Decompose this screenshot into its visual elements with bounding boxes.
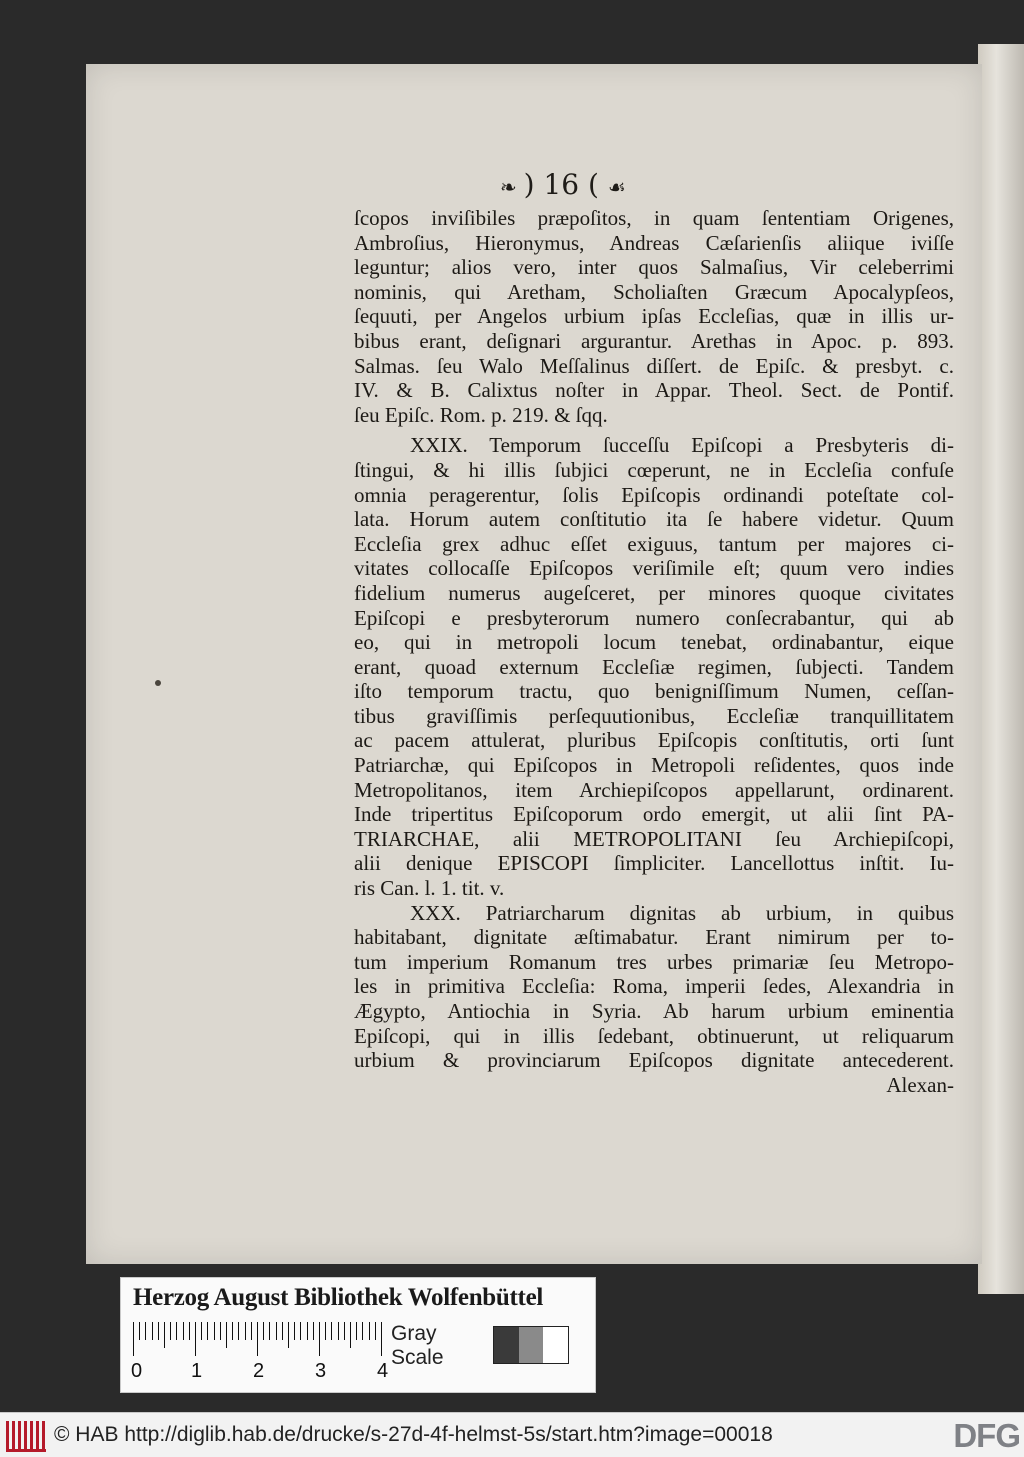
text-line: iſto temporum tractu, quo benigniſſimum Numen, ceſſan- bbox=[354, 679, 954, 704]
ruler-tick bbox=[195, 1322, 196, 1356]
ruler-tick bbox=[189, 1322, 190, 1340]
ornament-left-icon: ❧ bbox=[500, 175, 515, 199]
hab-logo-icon bbox=[6, 1421, 46, 1452]
ruler-tick bbox=[238, 1322, 239, 1340]
text-line: urbium & provinciarum Epiſcopos dignitate antecederent. bbox=[354, 1048, 954, 1073]
ruler-tick bbox=[164, 1322, 165, 1348]
gray-scale-label: Gray Scale bbox=[391, 1322, 444, 1369]
ruler-tick bbox=[257, 1322, 258, 1356]
next-page-edge bbox=[978, 44, 1024, 1294]
gray-swatch bbox=[543, 1327, 568, 1363]
text-line: les in primitiva Eccleſia: Roma, imperii ſedes, Alexandria in bbox=[354, 974, 954, 999]
text-line: tum imperium Romanum tres urbes primariæ ſeu Metropo- bbox=[354, 949, 954, 974]
ruler-number: 3 bbox=[315, 1360, 327, 1382]
ruler-tick bbox=[282, 1322, 283, 1340]
ruler-tick bbox=[220, 1322, 221, 1340]
ruler-tick bbox=[245, 1322, 246, 1340]
ruler-tick bbox=[331, 1322, 332, 1340]
color-calibration-card bbox=[120, 1277, 596, 1393]
ruler-tick bbox=[313, 1322, 314, 1340]
margin-mark bbox=[155, 680, 161, 686]
ruler-tick bbox=[294, 1322, 295, 1340]
ruler-tick bbox=[362, 1322, 363, 1340]
text-line: omnia peragerentur, ſolis Epiſcopis ordinandi poteſtate col- bbox=[354, 482, 954, 507]
ruler-tick bbox=[152, 1322, 153, 1340]
ruler-tick bbox=[344, 1322, 345, 1340]
text-line: Ambroſius, Hieronymus, Andreas Cæſarienſis aliique iviſſe bbox=[354, 230, 954, 255]
text-line: Eccleſia grex adhuc eſſet exiguus, tantum per majores ci- bbox=[354, 531, 954, 556]
text-line: Epiſcopi, qui in illis ſedebant, obtinuerunt, ut reliquarum bbox=[354, 1023, 954, 1048]
text-line: alii denique EPISCOPI ſimpliciter. Lancellottus inſtit. Iu- bbox=[354, 851, 954, 876]
ruler-tick bbox=[145, 1322, 146, 1340]
ruler-scale bbox=[133, 1322, 395, 1356]
text-line: Inde tripertitus Epiſcoporum ordo emergit, ut alii ſint PA- bbox=[354, 802, 954, 827]
text-line: ac pacem attulerat, pluribus Epiſcopis conſtitutis, orti ſunt bbox=[354, 728, 954, 753]
text-line: Salmas. ſeu Walo Meſſalinus diſſert. de Epiſc. & presbyt. c. bbox=[354, 353, 954, 378]
text-line: bibus erant, deſignari argurantur. Arethas in Apoc. p. 893. bbox=[354, 328, 954, 353]
ruler-tick bbox=[300, 1322, 301, 1340]
text-line: eo, qui in metropoli locum tenebat, ordinabantur, eique bbox=[354, 630, 954, 655]
text-line: habitabant, dignitate æſtimabatur. Erant nimirum per to- bbox=[354, 925, 954, 950]
page-header bbox=[500, 168, 760, 201]
ruler-number: 2 bbox=[253, 1360, 265, 1382]
ruler-tick bbox=[201, 1322, 202, 1340]
text-line: fidelium numerus augeſceret, per minores quoque civitates bbox=[354, 580, 954, 605]
text-line: ſcopos inviſibiles præpoſitos, in quam ſententiam Origenes, bbox=[354, 206, 954, 230]
ruler-tick bbox=[176, 1322, 177, 1340]
ruler-number: 4 bbox=[377, 1360, 389, 1382]
ornament-right-icon: ☙ bbox=[607, 175, 624, 199]
text-line: ſtingui, & hi illis ſubjici cœperunt, ne in Eccleſia confuſe bbox=[354, 457, 954, 482]
text-line: erant, quoad externum Eccleſiæ regimen, ſubjecti. Tandem bbox=[354, 654, 954, 679]
ruler-tick bbox=[158, 1322, 159, 1340]
text-line: Patriarchæ, qui Epiſcopos in Metropoli reſidentes, quos inde bbox=[354, 753, 954, 778]
gray-swatches bbox=[493, 1326, 569, 1364]
ruler-tick bbox=[356, 1322, 357, 1340]
gray-swatch bbox=[494, 1327, 519, 1363]
page-number: ) 16 ( bbox=[523, 168, 599, 201]
ruler-tick bbox=[338, 1322, 339, 1340]
ruler-tick bbox=[369, 1322, 370, 1340]
ruler-tick bbox=[183, 1322, 184, 1340]
text-line: ris Can. l. 1. tit. v. bbox=[354, 876, 505, 901]
text-line: TRIARCHAE, alii METROPOLITANI ſeu Archiepiſcopi, bbox=[354, 826, 954, 851]
ruler-tick bbox=[307, 1322, 308, 1340]
ruler-tick bbox=[350, 1322, 351, 1348]
text-line: tibus graviſſimis perſequutionibus, Eccleſiæ tranquillitatem bbox=[354, 703, 954, 728]
footer-copyright-link[interactable]: © HAB http://diglib.hab.de/drucke/s-27d-4f-helmst-5s/start.htm?image=00018 bbox=[54, 1423, 773, 1446]
text-line: vitates collocaſſe Epiſcopos veriſimile eſt; quum vero indies bbox=[354, 556, 954, 581]
gray-swatch bbox=[519, 1327, 544, 1363]
text-line: ſequuti, per Angelos urbium ipſas Eccleſias, quæ in illis ur- bbox=[354, 304, 954, 329]
ruler-tick bbox=[269, 1322, 270, 1340]
text-line: Metropolitanos, item Archiepiſcopos appellarunt, ordinarent. bbox=[354, 777, 954, 802]
ruler-tick bbox=[232, 1322, 233, 1340]
section-heading-xxix: XXIX. Temporum ſucceſſu Epiſcopi a Presbyteris di- bbox=[410, 433, 954, 458]
ruler-numbers bbox=[131, 1360, 411, 1384]
ruler-tick bbox=[207, 1322, 208, 1340]
ruler-tick bbox=[276, 1322, 277, 1340]
catchword: Alexan- bbox=[886, 1072, 954, 1097]
ruler-tick bbox=[226, 1322, 227, 1348]
ruler-tick bbox=[133, 1322, 134, 1356]
ruler-tick bbox=[170, 1322, 171, 1340]
text-line: nominis, qui Aretham, Scholiaſten Græcum Apocalypſeos, bbox=[354, 279, 954, 304]
library-name: Herzog August Bibliothek Wolfenbüttel bbox=[133, 1284, 544, 1311]
ruler-tick bbox=[375, 1322, 376, 1340]
section-heading-xxx: XXX. Patriarcharum dignitas ab urbium, in quibus bbox=[410, 900, 954, 925]
ruler-number: 1 bbox=[191, 1360, 203, 1382]
text-line: Ægypto, Antiochia in Syria. Ab harum urbium eminentia bbox=[354, 999, 954, 1023]
ruler-number: 0 bbox=[131, 1360, 143, 1382]
text-line: Epiſcopi e presbyterorum numero conſecrabantur, qui ab bbox=[354, 605, 954, 630]
ruler-tick bbox=[251, 1322, 252, 1340]
dfg-logo: DFG bbox=[953, 1417, 1020, 1454]
text-line: IV. & B. Calixtus noſter in Appar. Theol. Sect. de Pontif. bbox=[354, 378, 954, 403]
ruler-tick bbox=[288, 1322, 289, 1348]
text-line: lata. Horum autem conſtitutio ita ſe habere videtur. Quum bbox=[354, 507, 954, 532]
text-line: leguntur; alios vero, inter quos Salmaſius, Vir celeberrimi bbox=[354, 255, 954, 280]
ruler-tick bbox=[325, 1322, 326, 1340]
ruler-tick bbox=[263, 1322, 264, 1340]
page-text bbox=[354, 206, 954, 1136]
footer-bar bbox=[0, 1412, 1024, 1457]
ruler-tick bbox=[214, 1322, 215, 1340]
ruler-tick bbox=[319, 1322, 320, 1356]
ruler-tick bbox=[139, 1322, 140, 1340]
text-line: ſeu Epiſc. Rom. p. 219. & ſqq. bbox=[354, 402, 608, 427]
ruler-tick bbox=[381, 1322, 382, 1356]
